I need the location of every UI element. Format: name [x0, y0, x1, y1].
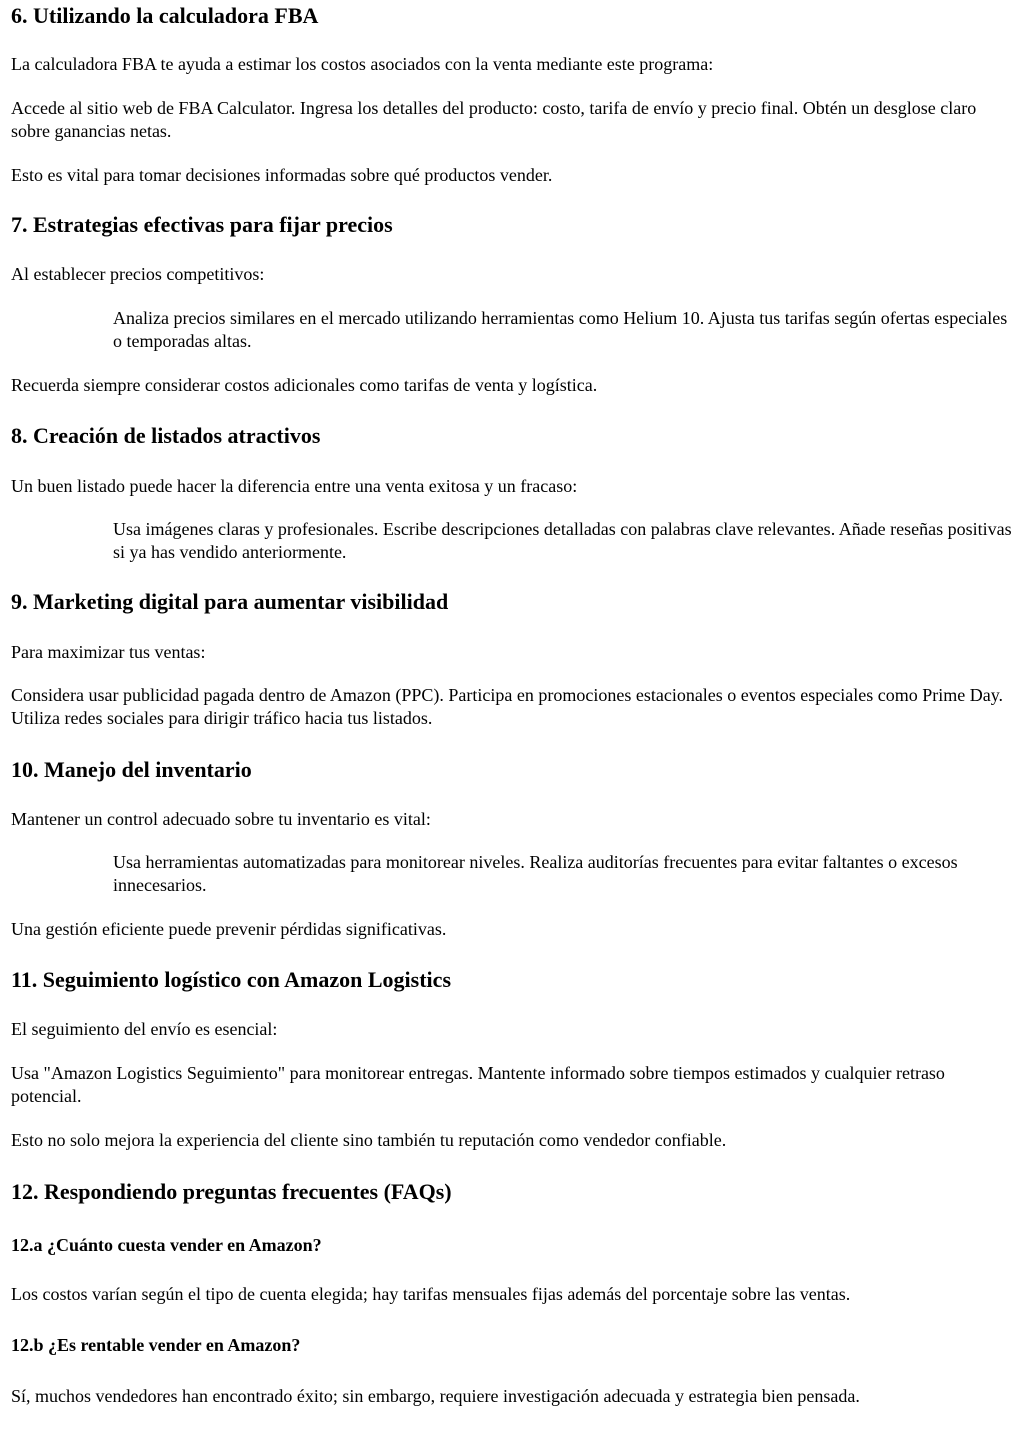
section-9-heading: 9. Marketing digital para aumentar visibilidad: [11, 589, 449, 614]
section-8-intro: Un buen listado puede hacer la diferencia entre una venta exitosa y un fracaso:: [11, 476, 578, 496]
section-7-note: Recuerda siempre considerar costos adicionales como tarifas de venta y logística.: [11, 375, 598, 395]
section-9-body: Considera usar publicidad pagada dentro de Amazon (PPC). Participa en promociones estacionales o eventos especiales como Prime Day. Utiliza redes sociales para dirigir tráfico hacia tus listados.: [11, 685, 1004, 728]
section-10-heading: 10. Manejo del inventario: [11, 757, 252, 782]
section-10-intro: Mantener un control adecuado sobre tu inventario es vital:: [11, 809, 431, 829]
section-8-quote: Usa imágenes claras y profesionales. Escribe descripciones detalladas con palabras clave relevantes. Añade reseñas positivas si ya has vendido anteriormente.: [113, 519, 1012, 562]
section-7-heading: 7. Estrategias efectivas para fijar precios: [11, 212, 393, 237]
section-7-quote: Analiza precios similares en el mercado utilizando herramientas como Helium 10. Ajusta tus tarifas según ofertas especiales o temporadas altas.: [113, 308, 1008, 351]
section-12-heading: 12. Respondiendo preguntas frecuentes (FAQs): [11, 1179, 452, 1204]
section-10-quote: Usa herramientas automatizadas para monitorear niveles. Realiza auditorías frecuentes para evitar faltantes o excesos innecesarios.: [113, 852, 958, 895]
section-9-intro: Para maximizar tus ventas:: [11, 642, 206, 662]
faq-question: 12.b ¿Es rentable vender en Amazon?: [11, 1335, 301, 1355]
faq-answer: Los costos varían según el tipo de cuenta elegida; hay tarifas mensuales fijas además del porcentaje sobre las ventas.: [11, 1284, 851, 1304]
section-11-body: Usa "Amazon Logistics Seguimiento" para monitorear entregas. Mantente informado sobre tiempos estimados y cualquier retraso potencial.: [11, 1063, 945, 1106]
section-6-heading: 6. Utilizando la calculadora FBA: [11, 3, 319, 28]
section-11-intro: El seguimiento del envío es esencial:: [11, 1019, 278, 1039]
section-10-note: Una gestión eficiente puede prevenir pérdidas significativas.: [11, 919, 447, 939]
section-6-steps: Accede al sitio web de FBA Calculator. Ingresa los detalles del producto: costo, tarifa de envío y precio final. Obtén un desglose claro sobre ganancias netas.: [11, 98, 977, 141]
section-11-heading: 11. Seguimiento logístico con Amazon Logistics: [11, 967, 451, 992]
section-8-heading: 8. Creación de listados atractivos: [11, 423, 321, 448]
faq-answer: Sí, muchos vendedores han encontrado éxito; sin embargo, requiere investigación adecuada y estrategia bien pensada.: [11, 1386, 860, 1406]
section-6-note: Esto es vital para tomar decisiones informadas sobre qué productos vender.: [11, 165, 553, 185]
faq-question: 12.a ¿Cuánto cuesta vender en Amazon?: [11, 1235, 322, 1255]
section-7-intro: Al establecer precios competitivos:: [11, 264, 265, 284]
section-11-note: Esto no solo mejora la experiencia del cliente sino también tu reputación como vendedor confiable.: [11, 1130, 727, 1150]
section-6-intro: La calculadora FBA te ayuda a estimar los costos asociados con la venta mediante este programa:: [11, 54, 714, 74]
